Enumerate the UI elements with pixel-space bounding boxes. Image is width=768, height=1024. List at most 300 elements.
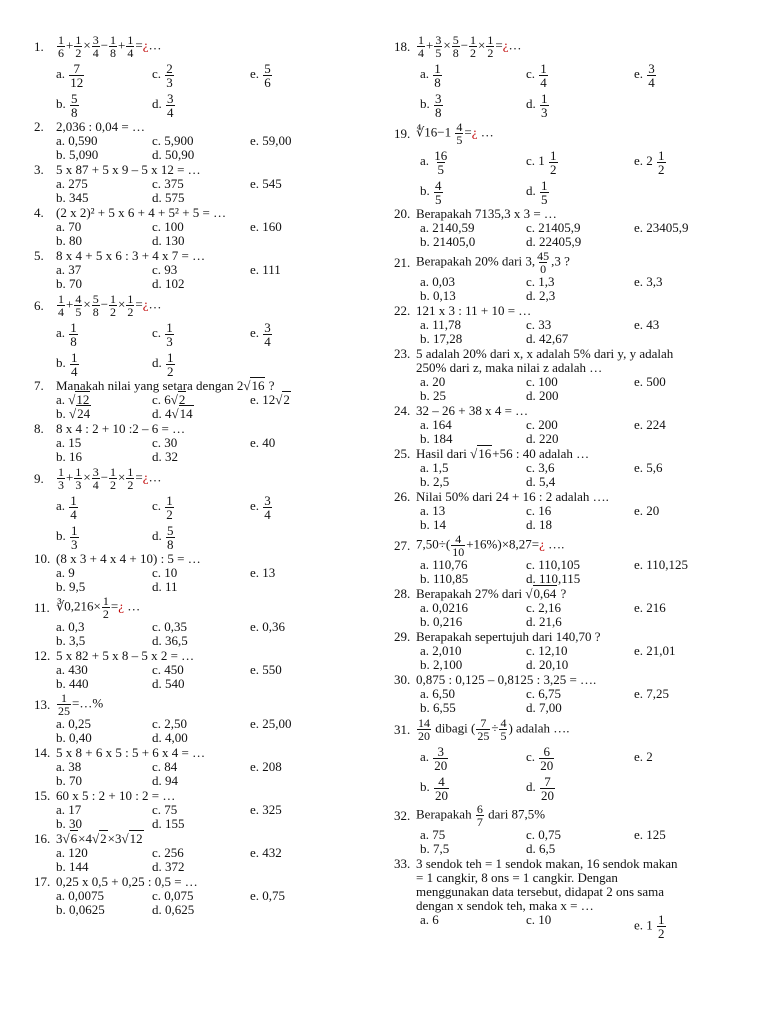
question-number: 21.: [394, 254, 411, 270]
answer-option[interactable]: e. 12√2: [250, 392, 290, 407]
answer-option[interactable]: d. 2,3: [526, 288, 556, 303]
question-text: 7,50÷( $\frac{4}{10}$ +16%)×8,27=¿ ….: [416, 532, 565, 559]
answer-option[interactable]: e. $\frac{3}{4}$: [634, 60, 655, 90]
answer-option[interactable]: e. 208: [250, 759, 282, 774]
answer-option[interactable]: e. 40: [250, 435, 276, 450]
answer-option[interactable]: d. 130: [152, 233, 185, 248]
question-33: [394, 856, 760, 941]
question-15: [34, 789, 366, 831]
answer-option[interactable]: a. 0,3: [56, 619, 85, 634]
answer-option[interactable]: d. $\frac{5}{8}$: [152, 522, 174, 552]
question-number: 5.: [34, 248, 44, 263]
answer-option[interactable]: a. 75: [420, 827, 446, 842]
answer-option[interactable]: e. 3,3: [634, 274, 663, 289]
question-22: [394, 304, 760, 346]
question-16: [34, 832, 366, 874]
answer-option[interactable]: d. 18: [526, 517, 552, 532]
question-9: [34, 466, 366, 551]
answer-option[interactable]: a. √12: [56, 392, 90, 407]
answer-option[interactable]: e. 25,00: [250, 716, 292, 731]
answer-option[interactable]: a. $\frac{1}{8}$: [420, 60, 441, 90]
answer-option[interactable]: b. 70: [56, 773, 82, 788]
question-number: 8.: [34, 421, 44, 436]
answer-option[interactable]: a. $\frac{16}{5}$: [420, 147, 448, 177]
question-text-continued: = 1 cangkir, 8 ons = 1 cangkir. Dengan: [416, 870, 618, 885]
answer-option[interactable]: c. 100: [526, 374, 558, 389]
question-32: [394, 803, 760, 856]
answer-option[interactable]: a. $\frac{1}{4}$: [56, 492, 77, 522]
answer-option[interactable]: b. 5,090: [56, 147, 99, 162]
answer-option[interactable]: c. 3,6: [526, 460, 555, 475]
answer-option[interactable]: b. $\frac{1}{3}$: [56, 522, 78, 552]
answer-option[interactable]: b. 440: [56, 676, 89, 691]
answer-options: [34, 566, 366, 594]
answer-option[interactable]: a. 11,78: [420, 317, 462, 332]
answer-option[interactable]: d. $\frac{7}{20}$: [526, 773, 554, 803]
answer-options: [394, 221, 760, 249]
question-text: Manakah nilai yang setara dengan 2√16 ?: [56, 378, 275, 393]
question-text: 5 x 82 + 5 x 8 – 5 x 2 = …: [56, 648, 195, 663]
answer-option[interactable]: b. 2,5: [420, 474, 450, 489]
question-4: [34, 206, 366, 248]
answer-options: [394, 742, 760, 802]
answer-option[interactable]: b. 345: [56, 190, 89, 205]
answer-option[interactable]: e. $\frac{3}{4}$: [250, 319, 271, 349]
answer-option[interactable]: a. 1,5: [420, 460, 449, 475]
question-text: $\frac{1}{4}$ + $\frac{4}{5}$ × $\frac{5}{8}$ − $\frac{1}{2}$ × $\frac{1}{2}$ =¿…: [58, 292, 162, 319]
answer-option[interactable]: e. 545: [250, 176, 282, 191]
question-number: 25.: [394, 446, 411, 461]
question-number: 15.: [34, 788, 51, 803]
question-5: [34, 249, 366, 291]
question-14: [34, 746, 366, 788]
answer-option[interactable]: c. 16: [526, 503, 552, 518]
answer-option[interactable]: e. 20: [634, 503, 660, 518]
answer-option[interactable]: b. 7,5: [420, 841, 450, 856]
question-text: ∜16−1 $\frac{4}{5}$ =¿ …: [416, 120, 494, 147]
answer-option[interactable]: b. 14: [420, 517, 446, 532]
answer-option[interactable]: b. 70: [56, 276, 82, 291]
answer-options: [394, 461, 760, 489]
answer-option[interactable]: b. 9,5: [56, 579, 86, 594]
question-text: 3 sendok teh = 1 sendok makan, 16 sendok makan: [416, 856, 678, 871]
answer-option[interactable]: b. 30: [56, 816, 82, 831]
answer-option[interactable]: d. 6,5: [526, 841, 556, 856]
answer-option[interactable]: e. 224: [634, 417, 666, 432]
answer-option[interactable]: d. 94: [152, 773, 178, 788]
answer-option[interactable]: e. 23405,9: [634, 220, 689, 235]
answer-options: [394, 275, 760, 303]
answer-option[interactable]: a. 275: [56, 176, 88, 191]
question-28: [394, 587, 760, 629]
answer-options: [34, 760, 366, 788]
answer-option[interactable]: c. $\frac{2}{3}$: [152, 60, 173, 90]
answer-options: [34, 491, 366, 551]
answer-options: [394, 644, 760, 672]
answer-options: [34, 803, 366, 831]
answer-option[interactable]: a. 430: [56, 662, 88, 677]
question-18: [394, 34, 760, 119]
answer-options: [394, 59, 760, 119]
answer-option[interactable]: d. 200: [526, 388, 559, 403]
question-text: Hasil dari √16+56 : 40 adalah …: [416, 446, 590, 461]
question-number: 23.: [394, 346, 411, 361]
answer-option[interactable]: b. 110,85: [420, 571, 469, 586]
answer-options: [34, 220, 366, 248]
answer-option[interactable]: c. 93: [152, 262, 178, 277]
question-text: $\frac{14}{20}$ dibagi ( $\frac{7}{25}$ ÷ $\frac{4}{5}$ ) adalah ….: [418, 716, 570, 743]
question-text: 3√6×4√2×3√12: [56, 831, 143, 846]
answer-option[interactable]: c. 12,10: [526, 643, 568, 658]
answer-option[interactable]: e. 111: [250, 262, 281, 277]
answer-option[interactable]: a. 15: [56, 435, 82, 450]
question-text: 0,25 x 0,5 + 0,25 : 0,5 = …: [56, 874, 198, 889]
answer-option[interactable]: a. 164: [420, 417, 452, 432]
answer-option[interactable]: c. 84: [152, 759, 178, 774]
answer-option[interactable]: a. 0,25: [56, 716, 92, 731]
answer-option[interactable]: c. 10: [152, 565, 178, 580]
question-text-continued: 250% dari z, maka nilai z adalah …: [416, 360, 603, 375]
answer-option[interactable]: e. 550: [250, 662, 282, 677]
question-1: [34, 34, 366, 119]
answer-option[interactable]: b. $\frac{4}{5}$: [420, 177, 442, 207]
question-text-continued: menggunakan data tersebut, didapat 2 ons sama: [416, 884, 665, 899]
question-text: ∛0,216× $\frac{1}{2}$ =¿ …: [56, 594, 141, 621]
answer-option[interactable]: e. 325: [250, 802, 282, 817]
answer-option[interactable]: e. $\frac{3}{4}$: [250, 492, 271, 522]
answer-option[interactable]: c. $\frac{1}{4}$: [526, 60, 547, 90]
question-text: $\frac{1}{25}$ =…%: [58, 691, 104, 718]
answer-option[interactable]: c. 33: [526, 317, 552, 332]
answer-option[interactable]: c. $\frac{1}{2}$: [152, 492, 173, 522]
answer-options: [394, 601, 760, 629]
question-text: (2 x 2)² + 5 x 6 + 4 + 5² + 5 = …: [56, 205, 227, 220]
question-number: 33.: [394, 856, 411, 871]
answer-option[interactable]: c. 21405,9: [526, 220, 581, 235]
question-text: $\frac{1}{6}$ + $\frac{1}{2}$ × $\frac{3}{4}$ − $\frac{1}{8}$ + $\frac{1}{4}$ =¿…: [58, 33, 162, 60]
question-text: (8 x 3 + 4 x 4 + 10) : 5 = …: [56, 551, 201, 566]
question-number: 30.: [394, 672, 411, 687]
question-21: [394, 250, 760, 303]
answer-option[interactable]: b. 184: [420, 431, 453, 446]
answer-option[interactable]: d. 4√14: [152, 406, 193, 421]
right-column: [394, 33, 760, 941]
answer-option[interactable]: a. 0,03: [420, 274, 456, 289]
answer-option[interactable]: c. 200: [526, 417, 558, 432]
answer-option[interactable]: b. 6,55: [420, 700, 456, 715]
answer-option[interactable]: a. 0,0075: [56, 888, 105, 903]
answer-option[interactable]: a. $\frac{3}{20}$: [420, 743, 448, 773]
answer-option[interactable]: c. 6,75: [526, 686, 562, 701]
question-text: Berapakah sepertujuh dari 140,70 ?: [416, 629, 601, 644]
answer-option[interactable]: b. 0,216: [420, 614, 463, 629]
answer-option[interactable]: d. $\frac{3}{4}$: [152, 90, 174, 120]
question-number: 14.: [34, 745, 51, 760]
answer-options: [394, 687, 760, 715]
question-text: Nilai 50% dari 24 + 16 : 2 adalah ….: [416, 489, 609, 504]
question-31: [394, 717, 760, 802]
question-text: 2,036 : 0,04 = …: [56, 119, 145, 134]
question-8: [34, 422, 366, 464]
question-text: 8 x 4 : 2 + 10 :2 – 6 = …: [56, 421, 186, 436]
answer-option[interactable]: e. 13: [250, 565, 276, 580]
answer-option[interactable]: d. 11: [152, 579, 178, 594]
answer-options: [34, 393, 366, 421]
answer-option[interactable]: d. 155: [152, 816, 185, 831]
answer-option[interactable]: c. 30: [152, 435, 178, 450]
answer-option[interactable]: d. $\frac{1}{3}$: [526, 90, 548, 120]
answer-option[interactable]: d. $\frac{1}{2}$: [152, 349, 174, 379]
question-3: [34, 163, 366, 205]
question-text: 8 x 4 + 5 x 6 : 3 + 4 x 7 = …: [56, 248, 206, 263]
question-number: 26.: [394, 489, 411, 504]
answer-option[interactable]: c. 110,105: [526, 557, 581, 572]
answer-option[interactable]: c. 256: [152, 845, 184, 860]
answer-options: [34, 134, 366, 162]
question-number: 28.: [394, 586, 411, 601]
answer-option[interactable]: e. 1 $\frac{1}{2}$: [634, 912, 665, 941]
question-text: $\frac{1}{4}$ + $\frac{3}{5}$ × $\frac{5}{8}$ − $\frac{1}{2}$ × $\frac{1}{2}$ =¿…: [418, 33, 522, 60]
answer-option[interactable]: b. 0,13: [420, 288, 456, 303]
answer-option[interactable]: c. 0,075: [152, 888, 194, 903]
answer-options: [34, 59, 366, 119]
answer-options: [394, 146, 760, 206]
answer-option[interactable]: c. 75: [152, 802, 178, 817]
question-number: 27.: [394, 537, 411, 553]
answer-option[interactable]: c. 1 $\frac{1}{2}$: [526, 147, 557, 177]
answer-option[interactable]: d. 50,90: [152, 147, 195, 162]
answer-option[interactable]: c. 100: [152, 219, 184, 234]
answer-option[interactable]: e. 2 $\frac{1}{2}$: [634, 147, 665, 177]
answer-option[interactable]: a. $\frac{1}{8}$: [56, 319, 77, 349]
answer-option[interactable]: b. 25: [420, 388, 446, 403]
question-29: [394, 630, 760, 672]
answer-options: [34, 717, 366, 745]
answer-option[interactable]: d. 4,00: [152, 730, 188, 745]
question-23: [394, 347, 760, 403]
answer-option[interactable]: e. 59,00: [250, 133, 292, 148]
answer-options: [394, 558, 760, 586]
question-7: [34, 379, 366, 421]
answer-option[interactable]: a. 37: [56, 262, 82, 277]
answer-option[interactable]: a. 70: [56, 219, 82, 234]
answer-options: [34, 846, 366, 874]
answer-option[interactable]: c. 2,50: [152, 716, 188, 731]
answer-option[interactable]: c. 450: [152, 662, 184, 677]
answer-option[interactable]: c. $\frac{6}{20}$: [526, 743, 554, 773]
question-27: [394, 533, 760, 586]
question-number: 22.: [394, 303, 411, 318]
question-number: 20.: [394, 206, 411, 221]
question-number: 4.: [34, 205, 44, 220]
question-number: 19.: [394, 125, 411, 141]
question-26: [394, 490, 760, 532]
question-6: [34, 293, 366, 378]
question-number: 13.: [34, 696, 51, 712]
answer-option[interactable]: a. 17: [56, 802, 82, 817]
answer-options: [34, 889, 366, 917]
answer-option[interactable]: e. 160: [250, 219, 282, 234]
answer-option[interactable]: c. 0,35: [152, 619, 188, 634]
question-number: 29.: [394, 629, 411, 644]
answer-option[interactable]: b. 80: [56, 233, 82, 248]
answer-option[interactable]: b. 144: [56, 859, 89, 874]
answer-option[interactable]: a. 20: [420, 374, 446, 389]
left-column: [34, 34, 366, 917]
question-number: 10.: [34, 551, 51, 566]
answer-option[interactable]: a. 6,50: [420, 686, 456, 701]
question-text: 5 adalah 20% dari x, x adalah 5% dari y, y adalah: [416, 346, 674, 361]
answer-option[interactable]: d. 220: [526, 431, 559, 446]
question-number: 12.: [34, 648, 51, 663]
answer-option[interactable]: a. 0,0216: [420, 600, 469, 615]
question-text: 0,875 : 0,125 – 0,8125 : 3,25 = ….: [416, 672, 597, 687]
answer-option[interactable]: e. 21,01: [634, 643, 676, 658]
answer-option[interactable]: d. 7,00: [526, 700, 562, 715]
answer-option[interactable]: c. 375: [152, 176, 184, 191]
question-10: [34, 552, 366, 594]
answer-option[interactable]: c. 1,3: [526, 274, 555, 289]
answer-option[interactable]: d. 540: [152, 676, 185, 691]
answer-option[interactable]: d. 372: [152, 859, 185, 874]
answer-option[interactable]: d. 22405,9: [526, 234, 582, 249]
answer-option[interactable]: e. 0,75: [250, 888, 286, 903]
answer-option[interactable]: b. 0,40: [56, 730, 92, 745]
question-number: 32.: [394, 807, 411, 823]
answer-option[interactable]: e. 7,25: [634, 686, 670, 701]
answer-option[interactable]: d. 5,4: [526, 474, 556, 489]
question-30: [394, 673, 760, 715]
answer-options: [34, 177, 366, 205]
answer-option[interactable]: d. 32: [152, 449, 178, 464]
answer-option[interactable]: d. 36,5: [152, 633, 188, 648]
answer-option[interactable]: d. 575: [152, 190, 185, 205]
answer-option[interactable]: b. $\frac{3}{8}$: [420, 90, 442, 120]
question-11: [34, 595, 366, 648]
answer-options: [394, 912, 760, 941]
question-17: [34, 875, 366, 917]
answer-option[interactable]: b. √24: [56, 406, 91, 421]
question-text: 121 x 3 : 11 + 10 = …: [416, 303, 532, 318]
answer-option[interactable]: e. 5,6: [634, 460, 663, 475]
question-text: 5 x 8 + 6 x 5 : 5 + 6 x 4 = …: [56, 745, 206, 760]
question-number: 18.: [394, 38, 411, 54]
answer-option[interactable]: a. 2140,59: [420, 220, 475, 235]
question-text: 5 x 87 + 5 x 9 – 5 x 12 = …: [56, 162, 201, 177]
answer-option[interactable]: b. 16: [56, 449, 82, 464]
answer-option[interactable]: b. $\frac{4}{20}$: [420, 773, 448, 803]
question-number: 7.: [34, 378, 44, 393]
question-number: 3.: [34, 162, 44, 177]
question-25: [394, 447, 760, 489]
question-number: 24.: [394, 403, 411, 418]
answer-option[interactable]: e. 125: [634, 827, 666, 842]
answer-options: [394, 418, 760, 446]
answer-option[interactable]: b. 21405,0: [420, 234, 476, 249]
question-number: 1.: [34, 38, 44, 54]
answer-option[interactable]: c. 2,16: [526, 600, 562, 615]
question-12: [34, 649, 366, 691]
answer-option[interactable]: a. 120: [56, 845, 88, 860]
answer-options: [34, 620, 366, 648]
answer-option[interactable]: b. 3,5: [56, 633, 86, 648]
question-text: $\frac{1}{3}$ + $\frac{1}{3}$ × $\frac{3}{4}$ − $\frac{1}{2}$ × $\frac{1}{2}$ =¿…: [58, 465, 162, 492]
answer-option[interactable]: c. 10: [526, 912, 552, 927]
answer-option[interactable]: c. 6√2: [152, 392, 186, 407]
question-number: 16.: [34, 831, 51, 846]
answer-option[interactable]: b. 0,0625: [56, 902, 105, 917]
question-text: Berapakah 27% dari √0,64 ?: [416, 586, 567, 601]
answer-option[interactable]: c. $\frac{1}{3}$: [152, 319, 173, 349]
question-number: 6.: [34, 297, 44, 313]
question-13: [34, 692, 366, 745]
answer-option[interactable]: d. 110,115: [526, 571, 581, 586]
question-text-continued: dengan x sendok teh, maka x = …: [416, 898, 594, 913]
answer-option[interactable]: b. $\frac{1}{4}$: [56, 349, 78, 379]
answer-option[interactable]: d. 21,6: [526, 614, 562, 629]
answer-option[interactable]: d. 42,67: [526, 331, 569, 346]
question-text: Berapakah 20% dari 3, $\frac{45}{0}$ ,3 ?: [416, 249, 570, 276]
question-20: [394, 207, 760, 249]
answer-option[interactable]: a. $\frac{7}{12}$: [56, 60, 84, 90]
question-text: 32 – 26 + 38 x 4 = …: [416, 403, 529, 418]
question-number: 2.: [34, 119, 44, 134]
answer-option[interactable]: c. 0,75: [526, 827, 562, 842]
answer-options: [34, 436, 366, 464]
answer-option[interactable]: d. $\frac{1}{5}$: [526, 177, 548, 207]
answer-option[interactable]: e. 2: [634, 749, 653, 764]
answer-options: [394, 375, 760, 403]
answer-option[interactable]: a. 110,76: [420, 557, 468, 572]
answer-option[interactable]: e. $\frac{5}{6}$: [250, 60, 271, 90]
question-19: [394, 121, 760, 206]
answer-option[interactable]: b. 17,28: [420, 331, 463, 346]
answer-option[interactable]: a. 6: [420, 912, 439, 927]
answer-option[interactable]: d. 20,10: [526, 657, 569, 672]
answer-option[interactable]: c. 5,900: [152, 133, 194, 148]
answer-options: [394, 504, 760, 532]
question-text: Berapakah 7135,3 x 3 = …: [416, 206, 557, 221]
answer-option[interactable]: b. 2,100: [420, 657, 463, 672]
answer-option[interactable]: a. 38: [56, 759, 82, 774]
answer-options: [34, 263, 366, 291]
answer-option[interactable]: e. 500: [634, 374, 666, 389]
answer-option[interactable]: e. 110,125: [634, 557, 689, 572]
answer-option[interactable]: e. 43: [634, 317, 660, 332]
answer-option[interactable]: e. 432: [250, 845, 282, 860]
question-text: 60 x 5 : 2 + 10 : 2 = …: [56, 788, 176, 803]
answer-option[interactable]: d. 0,625: [152, 902, 195, 917]
question-number: 31.: [394, 721, 411, 737]
question-number: 9.: [34, 470, 44, 486]
answer-option[interactable]: b. $\frac{5}{8}$: [56, 90, 78, 120]
question-text: Berapakah $\frac{6}{7}$ dari 87,5%: [416, 802, 546, 829]
answer-option[interactable]: e. 216: [634, 600, 666, 615]
answer-options: [34, 663, 366, 691]
question-2: [34, 120, 366, 162]
answer-option[interactable]: a. 9: [56, 565, 75, 580]
answer-options: [394, 828, 760, 856]
answer-option[interactable]: e. 0,36: [250, 619, 286, 634]
answer-options: [394, 318, 760, 346]
answer-option[interactable]: a. 0,590: [56, 133, 98, 148]
answer-option[interactable]: a. 2,010: [420, 643, 462, 658]
answer-option[interactable]: d. 102: [152, 276, 185, 291]
question-24: [394, 404, 760, 446]
answer-option[interactable]: a. 13: [420, 503, 446, 518]
answer-options: [34, 318, 366, 378]
question-number: 17.: [34, 874, 51, 889]
